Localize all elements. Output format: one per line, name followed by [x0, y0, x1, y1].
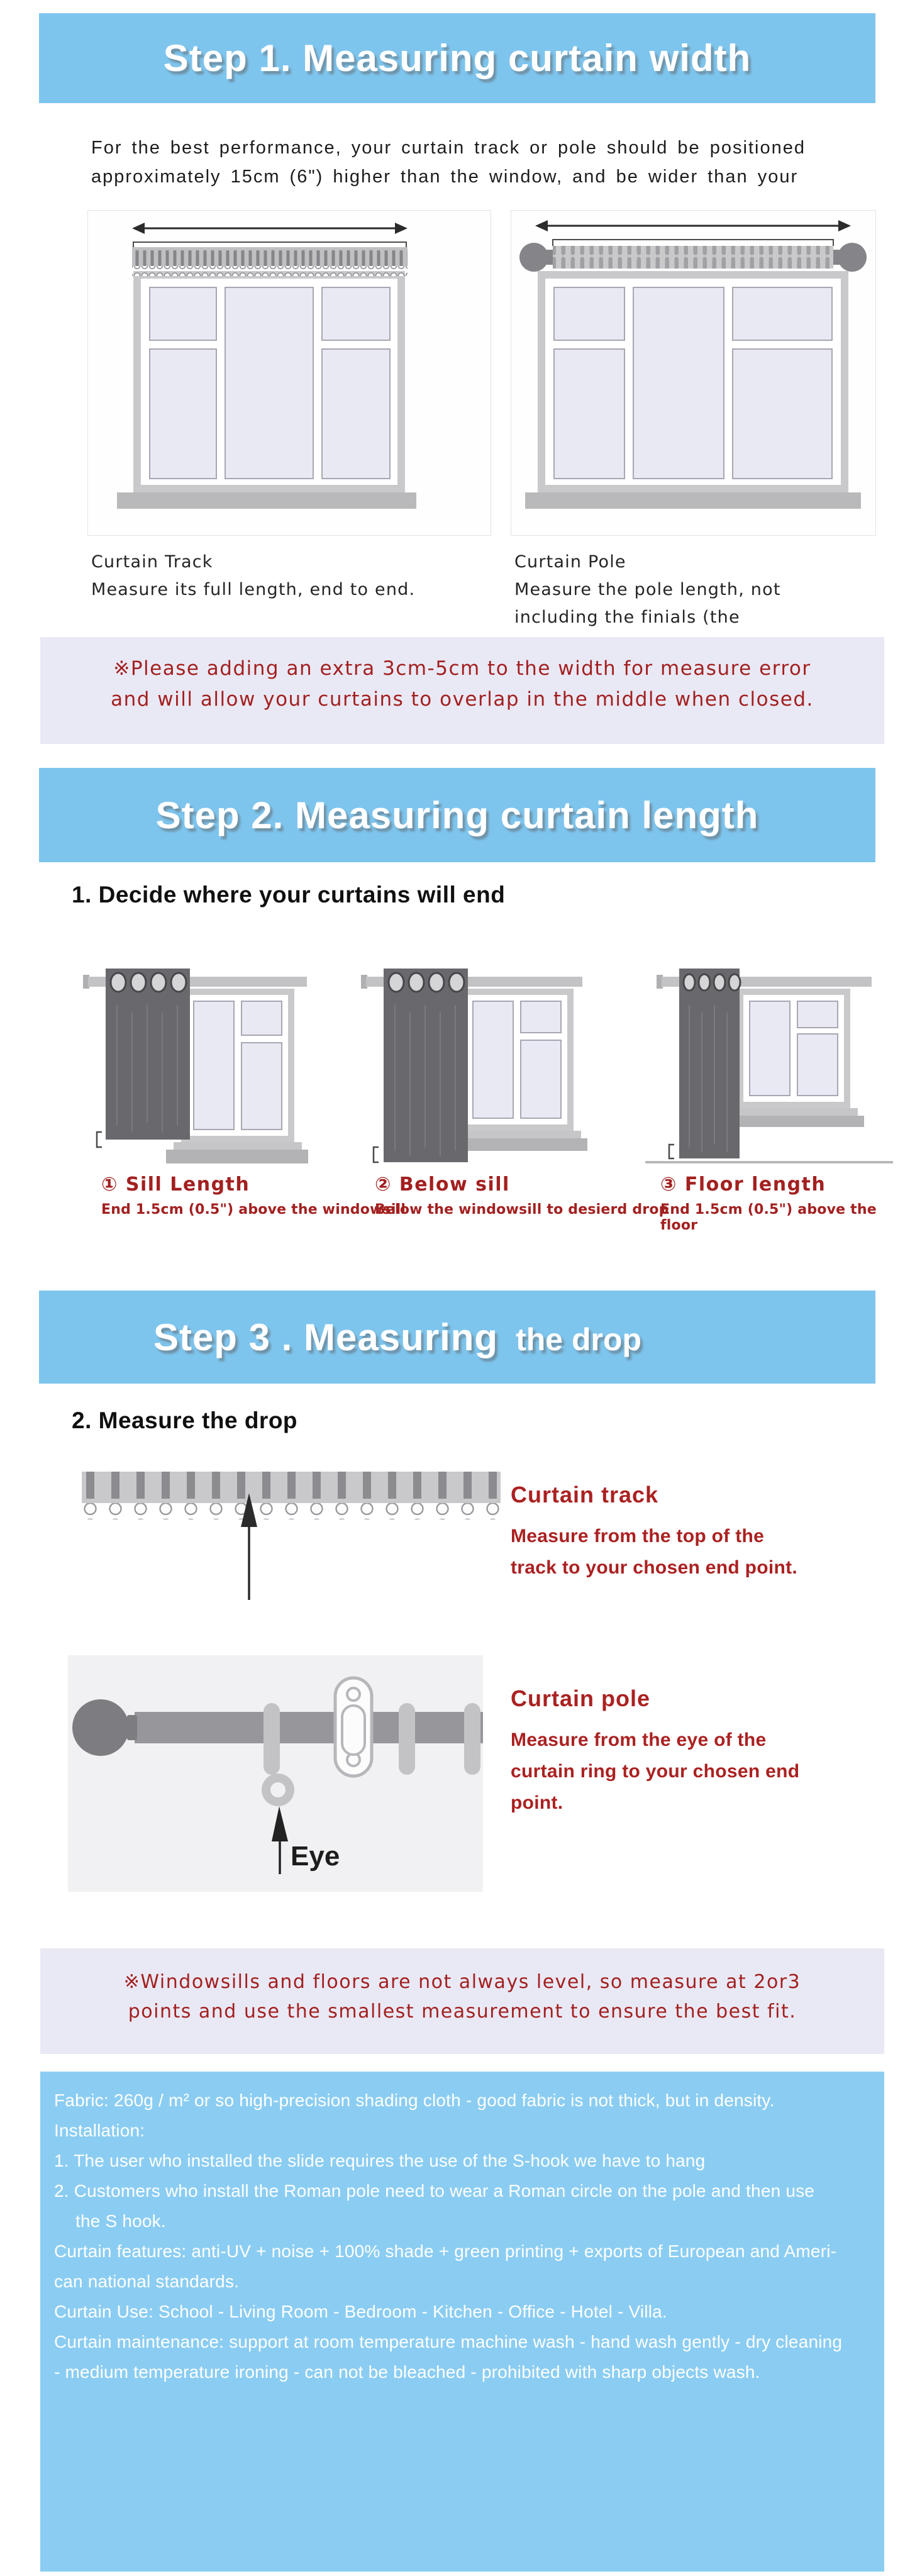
note-line: ※Windowsills and floors are not always level, so measure at 2or3: [123, 1971, 801, 1993]
floor-line: [645, 1161, 893, 1163]
step1-intro: [91, 133, 846, 191]
caption-title: Curtain Track: [91, 552, 213, 572]
option-desc: Below the windowsill to desierd drop: [375, 1202, 669, 1218]
pole-window-figure: [511, 210, 876, 536]
footer-line: can national standards.: [54, 2272, 240, 2291]
curtain-panel: [679, 969, 740, 1158]
step2-banner: [39, 768, 875, 862]
step2-heading: 1. Decide where your curtains will end: [72, 882, 506, 908]
curtain-pole-desc: curtain ring to your chosen end: [511, 1761, 800, 1782]
wall-bracket: [335, 1678, 372, 1776]
footer-line: 1. The user who installed the slide requires the use of the S-hook we have to hang: [54, 2151, 706, 2170]
floor-length-figure: [645, 937, 897, 1167]
footer-line: Installation:: [54, 2121, 145, 2140]
footer-line: 2. Customers who install the Roman pole need to wear a Roman circle on the pole and then use: [54, 2181, 815, 2201]
step1-banner-title: Step 1. Measuring curtain width: [163, 37, 752, 79]
step3-title-main: Step 3 . Measuring: [153, 1316, 499, 1358]
note-line: and will allow your curtains to overlap in the middle when closed.: [111, 688, 814, 711]
width-arrow-icon: [132, 223, 408, 234]
drop-track-figure: [78, 1469, 506, 1602]
width-note: [40, 637, 884, 744]
option-label: ② Below sill: [375, 1174, 510, 1196]
footer-panel: [40, 2072, 884, 2572]
pole-window-graphic: [511, 211, 874, 534]
step3-banner: [39, 1291, 875, 1384]
intro-line-1: For the best performance, your curtain track or pole should be positioned: [91, 138, 806, 158]
curtain-pole-caption: [514, 548, 879, 631]
footer-line: Fabric: 260g / m² or so high-precision shading cloth - good fabric is not thick, but in density.: [54, 2090, 775, 2110]
sill-length-figure: [53, 937, 317, 1167]
curtain-ring: [399, 1703, 415, 1775]
option-label: ① Sill Length: [101, 1174, 250, 1196]
pole-graphic: [519, 243, 867, 272]
curtain-panel: [384, 969, 468, 1162]
step2-banner-title: Step 2. Measuring curtain length: [155, 794, 759, 836]
eye-label: Eye: [291, 1841, 340, 1872]
note-line: points and use the smallest measurement to ensure the best fit.: [128, 2001, 797, 2023]
caption-line: Measure the pole length, not: [514, 580, 781, 599]
option-desc: End 1.5cm (0.5") above the windowsill: [101, 1202, 406, 1218]
curtain-pole-desc: Measure from the eye of the: [511, 1729, 767, 1750]
width-arrow-icon: [535, 220, 851, 231]
curtain-track-desc: Measure from the top of the: [511, 1526, 765, 1546]
pole-length-bracket: [553, 240, 833, 246]
curtain-pole-heading: Curtain pole: [511, 1685, 651, 1711]
drop-pole-figure: [68, 1655, 483, 1892]
track-window-figure: [87, 210, 491, 536]
step3-title-sub: the drop: [516, 1321, 642, 1357]
curtain-track-caption: [91, 548, 443, 604]
footer-line: Curtain Use: School - Living Room - Bedroom - Kitchen - Office - Hotel - Villa.: [54, 2302, 667, 2321]
caption-line: including the finials (the: [514, 608, 740, 627]
window-illustration: [722, 989, 864, 1127]
footer-line: Curtain maintenance: support at room temperature machine wash - hand wash gently - dry cleaning: [54, 2332, 843, 2351]
below-sill-figure: [350, 937, 601, 1167]
track-window-graphic: [88, 211, 489, 534]
pole-graphic: [68, 1655, 483, 1892]
curtain-track-info: [511, 1482, 797, 1584]
option-floor-length: [660, 1174, 910, 1233]
track-graphic: [132, 247, 408, 276]
level-note: [40, 1948, 884, 2054]
curtain-ring: [464, 1703, 480, 1775]
curtain-track-heading: Curtain track: [511, 1482, 659, 1507]
curtain-graphic: [53, 937, 317, 1167]
caption-title: Curtain Pole: [514, 552, 626, 572]
curtain-graphic: [645, 937, 897, 1167]
option-sill-length: [101, 1174, 406, 1218]
window-illustration: [525, 271, 861, 509]
step3-heading: 2. Measure the drop: [72, 1407, 298, 1433]
finial: [72, 1699, 129, 1756]
option-below-sill: [375, 1174, 669, 1218]
curtain-pole-desc: point.: [511, 1792, 563, 1813]
step1-banner: [39, 13, 875, 103]
window-illustration: [117, 271, 416, 509]
caption-line: Measure its full length, end to end.: [91, 580, 416, 599]
curtain-pole-info: [511, 1685, 799, 1819]
step3-banner-title: [153, 1316, 641, 1359]
track-graphic: [78, 1469, 506, 1602]
intro-line-2: approximately 15cm (6") higher than the window, and be wider than your: [91, 167, 799, 187]
option-label: ③ Floor length: [660, 1174, 826, 1196]
footer-line: - medium temperature ironing - can not be bleached - prohibited with sharp objects wash.: [54, 2362, 760, 2382]
measure-bracket: [97, 1132, 102, 1147]
measure-bracket: [669, 1145, 674, 1158]
curtain-graphic: [350, 937, 601, 1167]
note-line: ※Please adding an extra 3cm-5cm to the width for measure error: [113, 657, 811, 680]
option-desc: End 1.5cm (0.5") above the floor: [660, 1202, 877, 1233]
footer-line: the S hook.: [75, 2211, 166, 2231]
measure-bracket: [374, 1147, 379, 1162]
footer-line: Curtain features: anti-UV + noise + 100% shade + green printing + exports of European and Ameri-: [54, 2241, 837, 2261]
curtain-track-desc: track to your chosen end point.: [511, 1557, 798, 1578]
curtain-panel: [106, 969, 190, 1140]
